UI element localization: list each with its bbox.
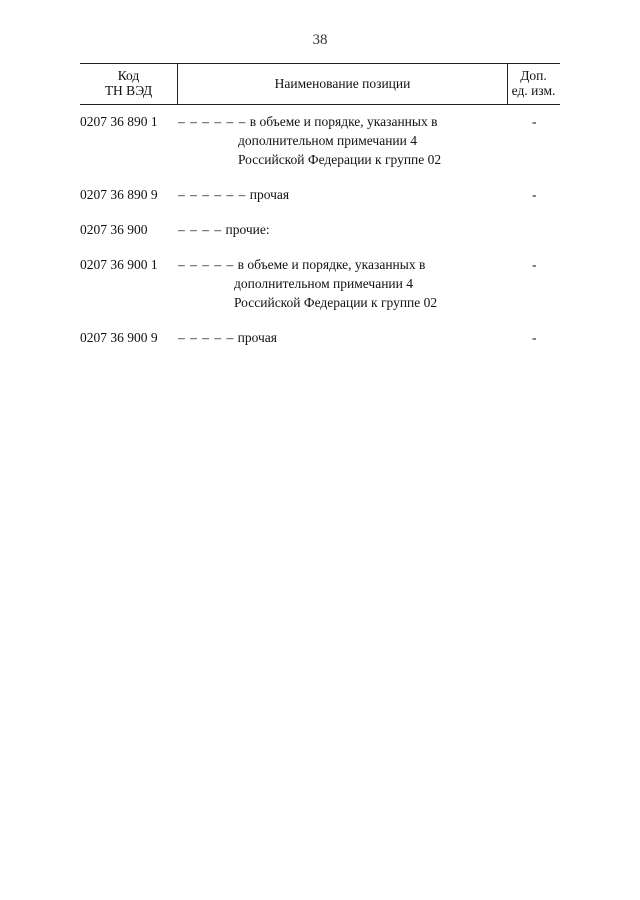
table-row [80,328,560,347]
row-name-line: прочие: [225,222,270,237]
header-name-column: Наименование позиции [178,64,508,104]
row-name [178,328,478,347]
row-dashes: – – – – – [178,257,235,272]
header-code-sublabel: ТН ВЭД [104,83,153,98]
row-code: 0207 36 890 1 [80,114,158,129]
row-name-line: дополнительном примечании 4 [238,133,418,148]
row-name-line: в объеме и порядке, указанных в [249,114,438,129]
table-header [80,63,560,105]
table-row [80,220,560,239]
header-unit-sublabel: ед. изм. [511,83,556,98]
row-code: 0207 36 900 1 [80,257,158,272]
row-name-line: Российской Федерации к группе 02 [238,152,442,167]
row-name [178,112,478,169]
row-dashes: – – – – – – [178,114,247,129]
row-name-line: прочая [249,187,290,202]
row-name-line: Российской Федерации к группе 02 [234,295,438,310]
header-code-column [80,64,178,104]
row-code: 0207 36 900 9 [80,330,158,345]
row-name-line: дополнительном примечании 4 [234,276,414,291]
header-code-label: Код [117,68,140,83]
row-unit: - [532,114,537,129]
row-name [178,220,478,239]
table-row [80,185,560,204]
row-code: 0207 36 890 9 [80,187,158,202]
table-row [80,112,560,169]
row-name [178,255,478,312]
row-code: 0207 36 900 [80,222,148,237]
row-name [178,185,478,204]
row-unit: - [532,330,537,345]
row-name-line: прочая [237,330,277,345]
header-unit-column [507,64,560,104]
table-body [80,112,560,347]
row-dashes: – – – – [178,222,223,237]
table-row [80,255,560,312]
row-dashes: – – – – – – [178,187,247,202]
page-number: 38 [312,32,328,48]
row-dashes: – – – – – [178,330,235,345]
row-unit: - [532,257,537,272]
header-unit-label: Доп. [520,68,547,83]
row-name-line: в объеме и порядке, указанных в [237,257,426,272]
row-unit: - [532,187,537,202]
